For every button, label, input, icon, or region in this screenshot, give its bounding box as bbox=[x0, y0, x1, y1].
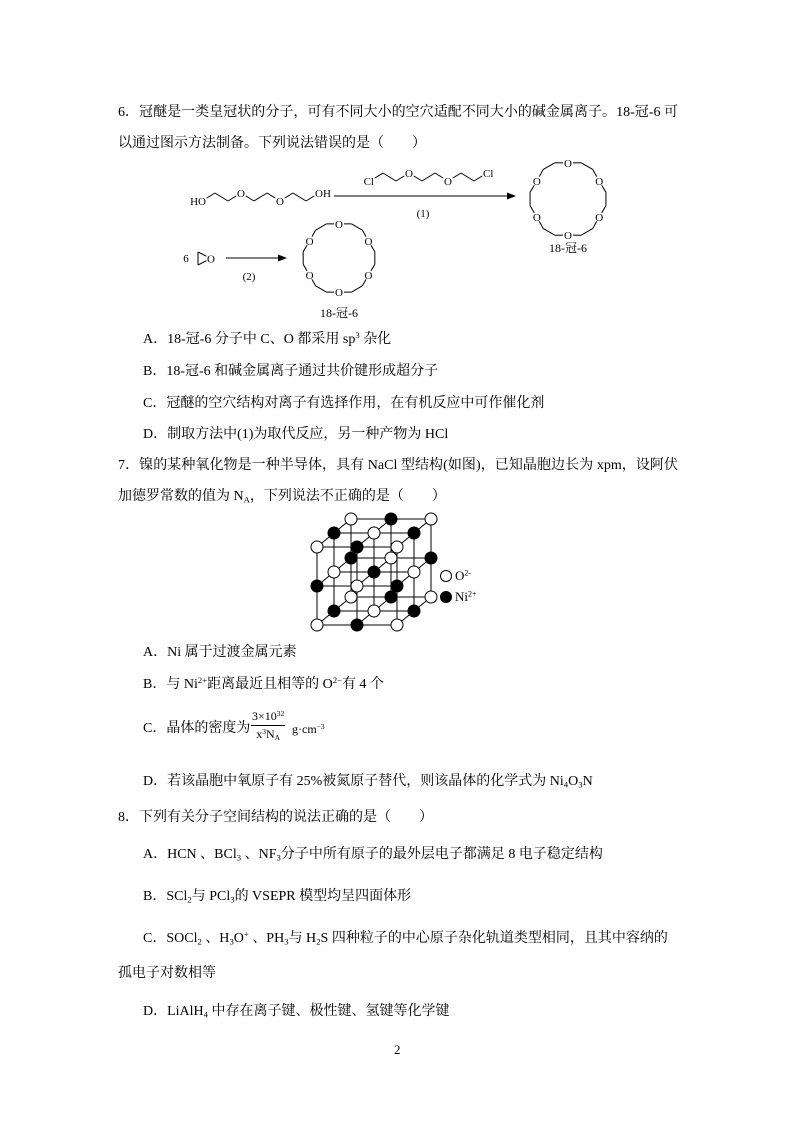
bond-line bbox=[351, 286, 362, 292]
ring-oxygen-label: O bbox=[335, 287, 343, 299]
superscript: 3 bbox=[355, 330, 360, 341]
subscript: 3 bbox=[229, 936, 234, 947]
text-run: A．Ni 属于过渡金属元素 bbox=[143, 645, 297, 660]
bond-line bbox=[461, 173, 474, 181]
bond-line bbox=[293, 193, 306, 201]
text-run: A．18-冠-6 分子中 C、O 都采用 sp bbox=[143, 332, 356, 347]
step-1-label: (1) bbox=[416, 208, 430, 220]
bond-line bbox=[228, 196, 236, 201]
q7-stem-line-1 bbox=[118, 459, 678, 473]
subscript: 2 bbox=[197, 936, 202, 947]
text-run: D．若该晶胞中氧原子有 25%被氮原子替代，则该晶体的化学式为 Ni bbox=[143, 774, 564, 789]
text-run: 分子中所有原子的最外层电子都满足 8 电子稳定结构 bbox=[280, 847, 603, 862]
bond-line bbox=[453, 173, 461, 178]
bond-line bbox=[246, 196, 254, 201]
reagent-ether-oxygen-label: O bbox=[405, 168, 413, 180]
oxide-ion bbox=[311, 619, 323, 631]
nickel-ion bbox=[351, 541, 363, 553]
reaction-arrow-1-head bbox=[507, 193, 516, 200]
text-run: 孤电子对数相等 bbox=[118, 966, 216, 981]
oxide-ion bbox=[425, 513, 437, 525]
oxide-ion bbox=[345, 513, 357, 525]
legend-cation-label bbox=[455, 590, 477, 603]
q7-option-b bbox=[143, 675, 384, 692]
text-run: 与 PCl bbox=[191, 889, 231, 904]
epoxide-oxygen-label: O bbox=[207, 253, 215, 266]
q8-option-c-line-2 bbox=[118, 967, 216, 981]
q6-option-c bbox=[143, 397, 544, 411]
diol-ether-oxygen-label: O bbox=[276, 196, 284, 208]
legend-nickel-marker bbox=[441, 592, 452, 603]
text-run: B．与 Ni bbox=[143, 677, 198, 692]
q6-option-a bbox=[143, 330, 392, 347]
superscript: 2− bbox=[332, 675, 342, 686]
bond-line bbox=[207, 193, 215, 198]
subscript: 2 bbox=[187, 894, 192, 905]
nickel-ion bbox=[408, 527, 420, 539]
text-run: B．18-冠-6 和碱金属离子通过共价键形成超分子 bbox=[143, 364, 439, 379]
oxide-ion bbox=[368, 605, 380, 617]
nickel-ion bbox=[368, 566, 380, 578]
subscript: 4 bbox=[203, 1009, 209, 1020]
subscript: 4 bbox=[563, 779, 569, 790]
oxide-ion bbox=[391, 541, 403, 553]
ring-oxygen-label: O bbox=[335, 219, 343, 231]
product-label-18-crown-6: 18-冠-6 bbox=[549, 241, 587, 255]
text-run: 加德罗常数的值为 N bbox=[118, 489, 244, 504]
bond-line bbox=[422, 173, 435, 181]
superscript: 2+ bbox=[468, 589, 477, 599]
text-run: O bbox=[233, 931, 244, 946]
text-run: D．LiAlH bbox=[143, 1004, 204, 1019]
bond-line bbox=[435, 173, 443, 178]
nickel-ion bbox=[311, 580, 323, 592]
ring-oxygen-label: O bbox=[532, 212, 541, 224]
text-run: 中存在离子键、极性键、氢键等化学键 bbox=[208, 1004, 450, 1019]
diol-hydroxyl-label: OH bbox=[315, 188, 331, 200]
text-run: 杂化 bbox=[359, 332, 392, 347]
nickel-ion bbox=[391, 580, 403, 592]
q7-option-c-prefix bbox=[143, 722, 250, 736]
oxide-ion bbox=[345, 591, 357, 603]
superscript: 3 bbox=[262, 727, 266, 737]
q6-option-d bbox=[143, 428, 448, 442]
bond-line bbox=[316, 286, 327, 292]
text-run: 距离最近且相等的 O bbox=[207, 677, 333, 692]
nickel-ion bbox=[385, 591, 397, 603]
bond-line bbox=[543, 229, 555, 236]
subscript: 3 bbox=[230, 894, 235, 905]
q8-option-a bbox=[143, 848, 603, 862]
text-run: 8．下列有关分子空间结构的说法正确的是（ ） bbox=[118, 810, 433, 825]
q7-option-d bbox=[143, 775, 593, 789]
q7-stem-line-2 bbox=[118, 490, 446, 504]
reagent-chlorine-label: Cl bbox=[483, 168, 494, 180]
bond-line bbox=[396, 176, 404, 181]
ring-oxygen-label: O bbox=[595, 176, 604, 188]
text-run: x bbox=[256, 727, 263, 742]
subscript: A bbox=[243, 494, 250, 505]
reagent-chlorine-label: Cl bbox=[363, 176, 374, 188]
text-run: B．SCl bbox=[143, 889, 188, 904]
legend-anion-label bbox=[455, 569, 471, 582]
step-2-label: (2) bbox=[242, 271, 256, 283]
product-label-18-crown-6: 18-冠-6 bbox=[320, 306, 358, 320]
bond-line bbox=[581, 163, 593, 170]
bond-line bbox=[414, 176, 422, 181]
nickel-ion bbox=[345, 552, 357, 564]
ring-oxygen-label: O bbox=[305, 270, 314, 282]
subscript: 3 bbox=[276, 852, 281, 863]
subscript: 2 bbox=[316, 936, 321, 947]
text-run: S 四种粒子的中心原子杂化轨道类型相同，且其中容纳的 bbox=[320, 931, 668, 946]
text-run: C．冠醚的空穴结构对离子有选择作用，在有机反应中可作催化剂 bbox=[143, 396, 545, 411]
bond-line bbox=[254, 193, 267, 201]
nickel-ion bbox=[328, 605, 340, 617]
density-fraction bbox=[251, 710, 285, 741]
reaction-arrow-2-head bbox=[278, 255, 287, 262]
subscript: 3 bbox=[284, 936, 289, 947]
text-run: D．制取方法中(1)为取代反应，另一种产物为 HCl bbox=[143, 427, 449, 442]
q8-option-b bbox=[143, 890, 411, 904]
ring-oxygen-label: O bbox=[364, 236, 373, 248]
text-run: 的 VSEPR 模型均呈四面体形 bbox=[234, 889, 412, 904]
q8-option-d bbox=[143, 1005, 450, 1019]
q6-stem-line-1 bbox=[118, 106, 678, 120]
bond-line bbox=[351, 224, 362, 230]
q8-option-c-line-1 bbox=[143, 929, 668, 947]
superscript: 32 bbox=[276, 708, 285, 718]
text-run: N bbox=[265, 727, 275, 742]
density-unit bbox=[292, 723, 325, 735]
bond-line bbox=[581, 229, 593, 236]
text-run: 、PH bbox=[248, 931, 285, 946]
bond-line bbox=[306, 196, 314, 201]
text-run: O bbox=[568, 774, 579, 789]
superscript: 2+ bbox=[197, 675, 208, 686]
bond-line bbox=[198, 252, 207, 256]
text-run: Ni bbox=[455, 589, 468, 604]
bond-line bbox=[285, 193, 293, 198]
text-run: g·cm bbox=[292, 722, 317, 736]
oxide-ion bbox=[368, 527, 380, 539]
oxide-ion bbox=[351, 580, 363, 592]
bond-line bbox=[383, 173, 396, 181]
bond-line bbox=[316, 224, 327, 230]
nickel-ion bbox=[351, 619, 363, 631]
epoxide-coefficient: 6 bbox=[183, 253, 189, 265]
text-run: 有 4 个 bbox=[341, 677, 384, 692]
subscript: A bbox=[274, 733, 280, 743]
oxide-ion bbox=[311, 541, 323, 553]
ring-oxygen-label: O bbox=[305, 236, 314, 248]
ring-oxygen-label: O bbox=[564, 230, 572, 242]
ring-oxygen-label: O bbox=[595, 212, 604, 224]
q6-option-b bbox=[143, 365, 438, 379]
bond-line bbox=[474, 176, 482, 181]
diol-ether-oxygen-label: O bbox=[237, 188, 245, 200]
legend-oxide-marker bbox=[441, 571, 452, 582]
text-run: 3×10 bbox=[252, 709, 277, 723]
text-run: 以通过图示方法制备。下列说法错误的是（ ） bbox=[118, 136, 426, 151]
nickel-ion bbox=[385, 513, 397, 525]
text-run: ，下列说法不正确的是（ ） bbox=[249, 489, 446, 504]
bond-line bbox=[543, 163, 555, 170]
oxide-ion bbox=[391, 619, 403, 631]
superscript: + bbox=[243, 929, 249, 940]
reagent-ether-oxygen-label: O bbox=[444, 176, 452, 188]
ring-oxygen-label: O bbox=[364, 270, 373, 282]
oxide-ion bbox=[385, 552, 397, 564]
q6-stem-line-2 bbox=[118, 137, 426, 151]
subscript: 3 bbox=[578, 779, 583, 790]
density-denominator bbox=[256, 726, 280, 741]
text-run: 、H bbox=[201, 931, 230, 946]
text-run: 6．冠醚是一类皇冠状的分子，可有不同大小的空穴适配不同大小的碱金属离子。18-冠-6 可 bbox=[118, 105, 678, 120]
bond-line bbox=[375, 173, 383, 178]
bond-line bbox=[198, 261, 207, 265]
oxide-ion bbox=[408, 566, 420, 578]
bond-line bbox=[215, 193, 228, 201]
nickel-ion bbox=[425, 552, 437, 564]
superscript: −3 bbox=[316, 721, 325, 731]
text-run: N bbox=[582, 774, 593, 789]
diol-hydroxyl-label: HO bbox=[190, 196, 206, 208]
nickel-ion bbox=[328, 527, 340, 539]
ring-oxygen-label: O bbox=[564, 158, 572, 170]
crown-ether-synthesis-scheme bbox=[170, 150, 620, 325]
text-run: C．SOCl bbox=[143, 931, 198, 946]
text-run: 、NF bbox=[241, 847, 277, 862]
text-run: A．HCN 、BCl bbox=[143, 847, 237, 862]
q7-option-a bbox=[143, 646, 297, 660]
oxide-ion bbox=[328, 566, 340, 578]
text-run: 7．镍的某种氧化物是一种半导体，具有 NaCl 型结构(如图)，已知晶胞边长为 xpm，设阿伏 bbox=[118, 458, 678, 473]
text-run: 与 H bbox=[288, 931, 317, 946]
oxide-ion bbox=[425, 591, 437, 603]
ring-oxygen-label: O bbox=[532, 176, 541, 188]
text-run: C．晶体的密度为 bbox=[143, 721, 251, 736]
q8-stem bbox=[118, 811, 433, 825]
bond-line bbox=[267, 193, 275, 198]
superscript: 2- bbox=[464, 568, 472, 578]
density-numerator bbox=[251, 710, 285, 726]
page-number: 2 bbox=[394, 1042, 401, 1057]
subscript: 3 bbox=[236, 852, 242, 863]
nickel-ion bbox=[408, 605, 420, 617]
text-run: O bbox=[455, 568, 465, 583]
